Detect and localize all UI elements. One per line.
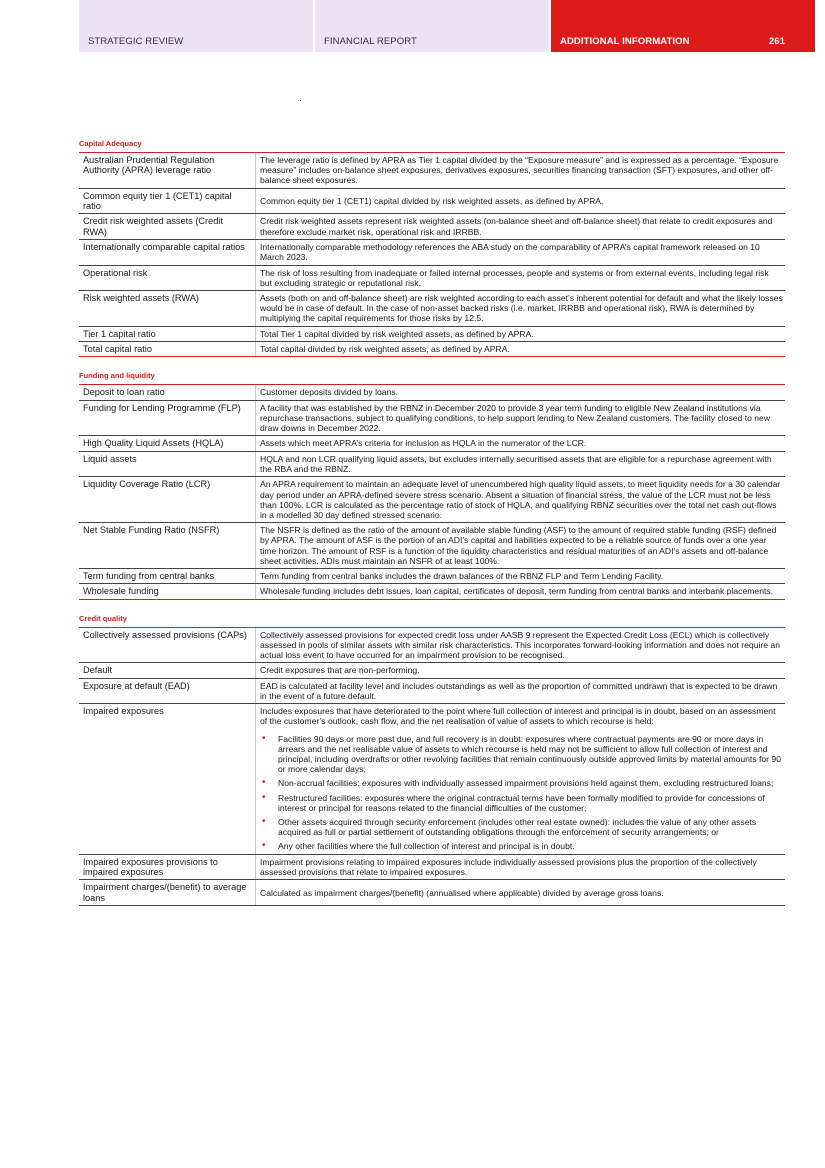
definition-text: Includes exposures that have deteriorated to the point where full collection of interest and principal is in doubt, based on an assessment of the customer’s outlook, cash flow, and the net realisation of value of assets to which recourse is held:	[260, 706, 776, 727]
glossary-row	[79, 679, 785, 704]
tab-financial-report[interactable]: FINANCIAL REPORT	[315, 0, 549, 52]
term: High Quality Liquid Assets (HQLA)	[83, 438, 224, 449]
definition: The leverage ratio is defined by APRA as Tier 1 capital divided by the “Exposure measure” and is expressed as a percentage. “Exposure measure” includes on-balance sheet exposures, derivatives exposures, securities financing transaction (SFT) exposures, and other off-balance sheet exposures.	[255, 153, 785, 188]
term: Tier 1 capital ratio	[83, 328, 156, 339]
section-title: Credit quality	[79, 612, 785, 628]
section-credit-quality	[79, 612, 785, 906]
term: Common equity tier 1 (CET1) capital ratio	[83, 190, 232, 212]
glossary-row	[79, 523, 785, 569]
definition: HQLA and non LCR qualifying liquid assets, but excludes internally securitised assets that are eligible for a repurchase agreement with the RBA and the RBNZ.	[255, 452, 785, 476]
definition	[255, 189, 785, 214]
glossary-row	[79, 569, 785, 584]
section-title: Capital Adequacy	[79, 137, 785, 153]
glossary-row	[79, 628, 785, 664]
glossary-row	[79, 266, 785, 291]
glossary-row	[79, 342, 785, 357]
section-funding-liquidity	[79, 369, 785, 599]
section-tabs	[79, 0, 815, 52]
term: Risk weighted assets (RWA)	[83, 293, 199, 304]
definition: An APRA requirement to maintain an adequate level of unencumbered high quality liquid assets, to meet liquidity needs for a 30 calendar day period under an APRA-defined severe stress scenario. Absent a situation of financial stress, the value of the LCR must not be less than 100%. LCR is calculated as the percentage ratio of stock of HQLA, and qualifying RBNZ securities over the total net cash out-flows in a modelled 30 day defined stressed scenario.	[255, 477, 785, 522]
glossary-row	[79, 189, 785, 215]
definition: Assets which meet APRA’s criteria for inclusion as HQLA in the numerator of the LCR.	[255, 436, 785, 450]
definition: A facility that was established by the RBNZ in December 2020 to provide 3 year term funding to eligible New Zealand institutions via repurchase transactions, subject to qualifying conditions, to help support lending to New Zealand customers. The facility closed to new draw downs in December 2022.	[255, 401, 785, 436]
bullet-item: • Non-accrual facilities: exposures with individually assessed impairment provisions held against them, excluding restructured loans;	[278, 778, 783, 788]
definition: EAD is calculated at facility level and includes outstandings as well as the proportion of committed undrawn that is expected to be drawn in the event of a future default.	[255, 679, 785, 703]
tab-additional-information-label: ADDITIONAL INFORMATION	[560, 36, 690, 47]
bullet-item: • Any other facilities where the full collection of interest and principal is in doubt.	[278, 841, 783, 851]
term: Wholesale funding	[83, 586, 159, 597]
glossary-row	[79, 327, 785, 342]
term: Impairment charges/(benefit) to average loans	[83, 882, 247, 903]
stray-dot	[300, 100, 301, 101]
definition: Credit exposures that are non-performing.	[255, 663, 785, 677]
bullet-item: • Other assets acquired through security enforcement (includes other real estate owned): includes the value of any other assets acquired as full or partial settlement of outstanding obligations through the enforcement of security arrangements; or	[278, 817, 783, 837]
glossary-row	[79, 477, 785, 523]
section-title: Funding and liquidity	[79, 369, 785, 385]
definition: Collectively assessed provisions for expected credit loss under AASB 9 represent the Expected Credit Loss (ECL) which is collectively assessed in pools of similar assets with similar risk characteristics. This incorporates forward-looking information and does not require an actual loss event to have occurred for an impairment provision to be recognised.	[255, 628, 785, 663]
term: Impaired exposures	[83, 706, 164, 717]
definition: The risk of loss resulting from inadequate or failed internal processes, people and systems or from external events, including legal risk but excluding strategic or reputational risk.	[255, 266, 785, 290]
term: Term funding from central banks	[83, 570, 215, 581]
glossary-row	[79, 880, 785, 906]
term: Net Stable Funding Ratio (NSFR)	[83, 525, 220, 536]
term: Liquidity Coverage Ratio (LCR)	[83, 479, 211, 490]
term: Operational risk	[83, 267, 148, 278]
definition: Total Tier 1 capital divided by risk weighted assets, as defined by APRA.	[255, 327, 785, 341]
section-capital-adequacy	[79, 137, 785, 357]
term: Funding for Lending Programme (FLP)	[83, 402, 241, 413]
bullet-item: • Restructured facilities: exposures where the original contractual terms have been formally modified to provide for concessions of interest or principal for reasons related to the financial difficulties of the customer;	[278, 793, 783, 813]
term: Impaired exposures provisions to impaired exposures	[83, 856, 218, 877]
glossary-row	[79, 704, 785, 854]
definition: Assets (both on and off-balance sheet) are risk weighted according to each asset’s inherent potential for default and what the likely losses would be in case of default. In the case of non-asset backed risks (i.e. market, IRRBB and operational risk), RWA is determined by multiplying the capital requirements for those risks by 12.5.	[255, 291, 785, 326]
definition	[255, 704, 785, 853]
glossary-row	[79, 240, 785, 265]
definition: Wholesale funding includes debt issues, loan capital, certificates of deposit, term funding from central banks and interbank placements.	[255, 584, 785, 598]
tab-additional-information[interactable]	[551, 0, 815, 52]
glossary-row	[79, 385, 785, 400]
tab-strategic-review[interactable]: STRATEGIC REVIEW	[79, 0, 313, 52]
page-number: 261	[768, 36, 785, 47]
glossary-row	[79, 663, 785, 678]
definition-text: Calculated as impairment charges/(benefit) (annualised where applicable) divided by average gross loans.	[260, 887, 664, 898]
definition	[255, 880, 785, 905]
definition: Term funding from central banks includes the drawn balances of the RBNZ FLP and Term Lending Facility.	[255, 569, 785, 583]
term: Liquid assets	[83, 453, 137, 464]
definition: Total capital divided by risk weighted assets, as defined by APRA.	[255, 342, 785, 356]
definition-text: Common equity tier 1 (CET1) capital divided by risk weighted assets, as defined by APRA.	[260, 195, 604, 206]
term: Australian Prudential Regulation Authority (APRA) leverage ratio	[83, 155, 215, 176]
glossary-row	[79, 214, 785, 240]
definition: Credit risk weighted assets represent risk weighted assets (on-balance sheet and off-balance sheet) that relate to credit exposures and therefore exclude market risk, operational risk and IRRBB.	[255, 214, 785, 239]
bullet-list	[260, 734, 783, 852]
glossary	[79, 137, 785, 918]
glossary-row	[79, 855, 785, 881]
glossary-row	[79, 452, 785, 477]
term: Deposit to loan ratio	[83, 387, 165, 398]
definition: Internationally comparable methodology references the ABA study on the comparability of APRA’s capital framework released on 10 March 2023.	[255, 240, 785, 264]
term: Credit risk weighted assets (Credit RWA)	[83, 216, 223, 237]
term: Collectively assessed provisions (CAPs)	[83, 629, 247, 640]
term: Internationally comparable capital ratios	[83, 242, 245, 253]
definition: The NSFR is defined as the ratio of the amount of available stable funding (ASF) to the amount of required stable funding (RSF) defined by APRA. The amount of ASF is the portion of an ADI’s capital and liabilities expected to be a reliable source of funds over a one year time horizon. The amount of RSF is a function of the liquidity characteristics and residual maturities of an ADI’s assets and off-balance sheet activities. ADIs must maintain an NSFR of at least 100%.	[255, 523, 785, 568]
term: Total capital ratio	[83, 344, 152, 355]
term: Exposure at default (EAD)	[83, 680, 190, 691]
bullet-item: • Facilities 90 days or more past due, and full recovery is in doubt: exposures where contractual payments are 90 or more days in arrears and the net realisable value of assets to which recourse is held may not be sufficient to allow full collection of interest and principal, including overdrafts or other revolving facilities that remain continuously outside approved limits by material amounts for 90 or more calendar days;	[278, 734, 783, 775]
definition: Customer deposits divided by loans.	[255, 385, 785, 399]
glossary-row	[79, 291, 785, 327]
glossary-row	[79, 401, 785, 437]
glossary-row	[79, 436, 785, 451]
definition: Impairment provisions relating to impaired exposures include individually assessed provisions plus the proportion of the collectively assessed provisions that relate to impaired exposures.	[255, 855, 785, 880]
term: Default	[83, 665, 113, 676]
glossary-row	[79, 584, 785, 599]
glossary-row	[79, 153, 785, 189]
